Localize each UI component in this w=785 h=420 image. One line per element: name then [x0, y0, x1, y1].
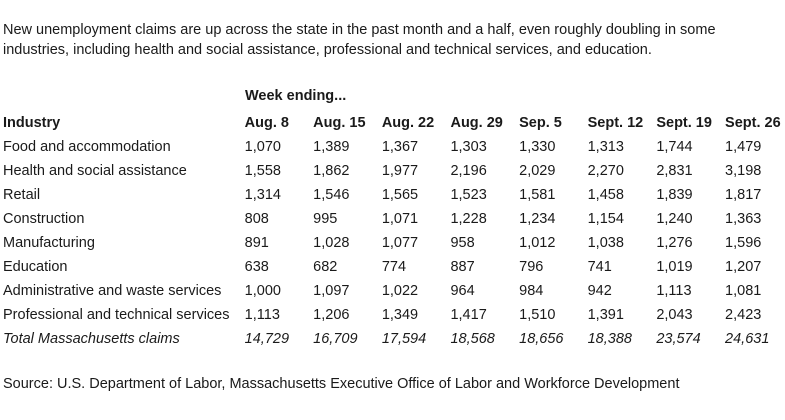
claims-value: 1,071 [381, 211, 419, 227]
claims-value: 1,028 [313, 235, 350, 251]
header-week: Aug. 29 [450, 115, 503, 131]
table-body [3, 135, 785, 351]
claims-value: 1,022 [381, 283, 419, 299]
claims-value: 682 [313, 259, 338, 275]
claims-value: 3,198 [725, 163, 762, 179]
total-value: 16,709 [313, 331, 358, 347]
source-note: Source: U.S. Department of Labor, Massachusetts Executive Office of Labor and Workforce Development [3, 376, 680, 392]
claims-value: 1,313 [587, 139, 624, 155]
total-value: 18,656 [519, 331, 564, 347]
claims-value: 1,097 [313, 283, 350, 299]
claims-value: 2,196 [450, 163, 487, 179]
total-value: 17,594 [381, 331, 427, 347]
claims-value: 1,363 [725, 211, 762, 227]
claims-value: 1,558 [244, 163, 281, 179]
claims-value: 1,000 [244, 283, 281, 299]
total-row [3, 327, 785, 351]
claims-value: 1,019 [656, 259, 693, 275]
claims-value: 741 [587, 259, 612, 275]
claims-value: 1,510 [519, 307, 556, 323]
table-row [3, 279, 785, 303]
industry-name: Food and accommodation [3, 139, 171, 155]
header-row [3, 111, 785, 135]
claims-value: 796 [519, 259, 544, 275]
total-value: 23,574 [656, 331, 701, 347]
claims-value: 1,240 [656, 211, 693, 227]
claims-value: 2,831 [656, 163, 693, 179]
header-week: Aug. 22 [381, 115, 435, 131]
claims-value: 1,314 [244, 187, 281, 203]
industry-name: Retail [3, 187, 41, 203]
claims-value: 1,077 [381, 235, 419, 251]
claims-value: 942 [587, 283, 612, 299]
total-label: Total Massachusetts claims [3, 331, 180, 347]
claims-value: 1,458 [587, 187, 624, 203]
claims-value: 1,303 [450, 139, 487, 155]
claims-table [3, 111, 785, 351]
claims-value: 2,043 [656, 307, 693, 323]
industry-name: Education [3, 259, 68, 275]
claims-value: 1,546 [313, 187, 350, 203]
claims-value: 1,276 [656, 235, 693, 251]
header-week: Sept. 19 [656, 115, 712, 131]
header-week: Sep. 5 [519, 115, 562, 131]
table-row [3, 183, 785, 207]
claims-value: 1,206 [313, 307, 350, 323]
header-industry: Industry [3, 115, 61, 131]
claims-value: 995 [313, 211, 338, 227]
industry-name: Health and social assistance [3, 163, 187, 179]
table-row [3, 255, 785, 279]
claims-value: 1,391 [587, 307, 624, 323]
table-row [3, 159, 785, 183]
claims-value: 1,081 [725, 283, 762, 299]
claims-value: 1,367 [381, 139, 419, 155]
claims-value: 1,113 [656, 283, 692, 299]
claims-value: 2,270 [587, 163, 624, 179]
claims-value: 1,389 [313, 139, 350, 155]
claims-value: 1,234 [519, 211, 556, 227]
claims-value: 1,038 [587, 235, 624, 251]
industry-name: Administrative and waste services [3, 283, 222, 299]
claims-value: 1,012 [519, 235, 556, 251]
claims-value: 891 [244, 235, 269, 251]
claims-value: 1,744 [656, 139, 693, 155]
claims-value: 1,228 [450, 211, 487, 227]
header-week: Sept. 12 [587, 115, 644, 131]
claims-value: 1,207 [725, 259, 762, 275]
total-value: 18,568 [450, 331, 495, 347]
claims-value: 1,977 [381, 163, 419, 179]
claims-value: 1,417 [450, 307, 487, 323]
total-value: 14,729 [244, 331, 290, 347]
claims-value: 1,349 [381, 307, 419, 323]
industry-name: Professional and technical services [3, 307, 230, 323]
claims-value: 1,330 [519, 139, 556, 155]
header-week: Sept. 26 [725, 115, 781, 131]
claims-value: 1,839 [656, 187, 693, 203]
intro-paragraph: New unemployment claims are up across the state in the past month and a half, even roughly doubling in some industries, including health and social assistance, professional and technical services, and education. [3, 22, 716, 58]
claims-value: 964 [450, 283, 475, 299]
claims-value: 774 [381, 259, 407, 275]
claims-value: 1,596 [725, 235, 762, 251]
claims-value: 1,565 [381, 187, 419, 203]
claims-value: 984 [519, 283, 544, 299]
industry-name: Construction [3, 211, 85, 227]
total-value: 24,631 [725, 331, 770, 347]
industry-name: Manufacturing [3, 235, 95, 251]
table-row [3, 135, 785, 159]
claims-value: 1,154 [587, 211, 624, 227]
claims-value: 1,862 [313, 163, 350, 179]
claims-value: 1,523 [450, 187, 487, 203]
week-ending-label: Week ending... [245, 88, 347, 104]
claims-value: 1,479 [725, 139, 762, 155]
claims-value: 1,113 [244, 307, 280, 323]
claims-value: 1,581 [519, 187, 556, 203]
total-value: 18,388 [587, 331, 632, 347]
claims-value: 638 [244, 259, 269, 275]
claims-value: 2,029 [519, 163, 556, 179]
claims-value: 958 [450, 235, 475, 251]
claims-value: 1,070 [244, 139, 281, 155]
claims-value: 887 [450, 259, 475, 275]
claims-value: 808 [244, 211, 269, 227]
header-week: Aug. 8 [244, 115, 289, 131]
header-week: Aug. 15 [313, 115, 366, 131]
table-row [3, 303, 785, 327]
claims-value: 2,423 [725, 307, 762, 323]
claims-value: 1,817 [725, 187, 762, 203]
table-row [3, 231, 785, 255]
table-row [3, 207, 785, 231]
